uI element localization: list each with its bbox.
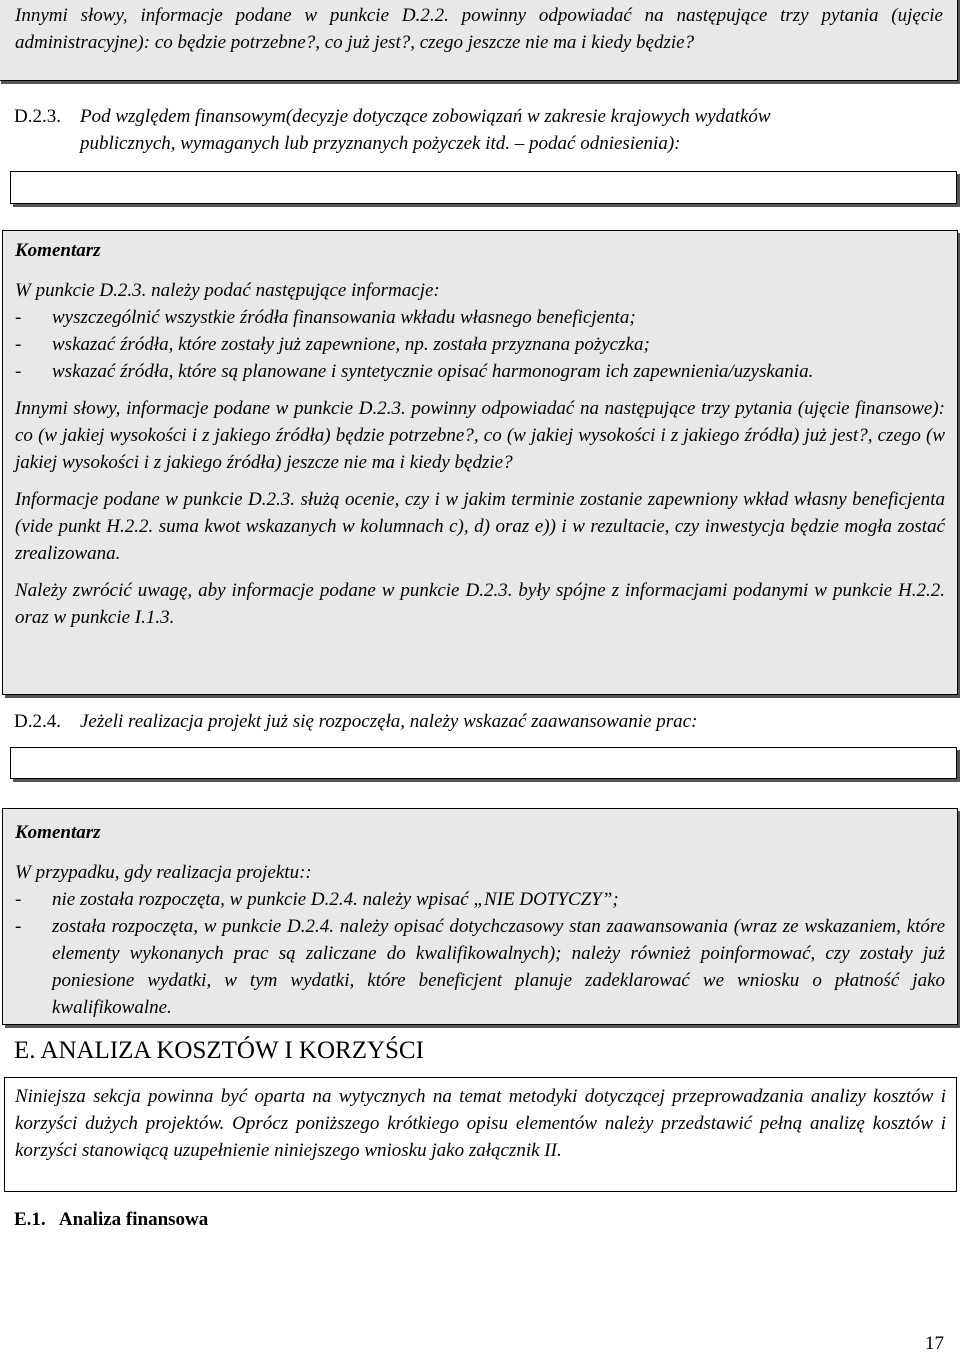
bullet-text: nie została rozpoczęta, w punkcie D.2.4. należy wpisać „NIE DOTYCZY”; (52, 889, 619, 910)
question-d24-number: D.2.4. (14, 711, 61, 732)
bullet-dash: - (15, 307, 22, 328)
comment-box-d23 (2, 230, 958, 695)
question-d24-text: Jeżeli realizacja projekt już się rozpoczęła, należy wskazać zaawansowanie prac: (80, 711, 698, 732)
comment-d24-intro: W przypadku, gdy realizacja projektu:: (15, 862, 312, 883)
question-d24 (14, 708, 954, 735)
question-d23-line1: Pod względem finansowym(decyzje dotyczące zobowiązań w zakresie krajowych wydatków (80, 106, 771, 127)
question-d23-number: D.2.3. (14, 106, 61, 127)
comment-d23-title: Komentarz (15, 240, 101, 261)
bullet-text: wskazać źródła, które zostały już zapewnione, np. została przyznana pożyczka; (52, 334, 650, 355)
list-item (15, 886, 945, 913)
bullet-dash: - (15, 916, 22, 937)
section-e-intro-text: Niniejsza sekcja powinna być oparta na wytycznych na temat metodyki dotyczącej przeprowadzania analizy kosztów i korzyści dużych projektów. Oprócz poniższego krótkiego opisu elementów należy przedstawić pełną analizę kosztów i korzyści stanowiącą uzupełnienie niniejszego wniosku jako załącznik II. (15, 1086, 946, 1161)
answer-field-d24[interactable] (10, 747, 957, 779)
comment-box-d24 (2, 808, 958, 1025)
question-d23 (14, 103, 954, 157)
section-e-heading: E. ANALIZA KOSZTÓW I KORZYŚCI (14, 1037, 424, 1064)
bullet-dash: - (15, 889, 22, 910)
question-d23-line2: publicznych, wymaganych lub przyznanych pożyczek itd. – podać odniesienia): (80, 133, 681, 154)
list-item (15, 331, 945, 358)
comment-d23-para3: Należy zwrócić uwagę, aby informacje podane w punkcie D.2.3. były spójne z informacjami podanymi w punkcie H.2.2. oraz w punkcie I.1.3. (15, 580, 945, 628)
list-item (15, 358, 945, 385)
list-item (15, 913, 945, 1021)
page-number: 17 (925, 1333, 944, 1354)
comment-d23-para2: Informacje podane w punkcie D.2.3. służą ocenie, czy i w jakim terminie zostanie zapewniony wkład własny beneficjenta (vide punkt H.2.2. suma kwot wskazanych w kolumnach c), d) oraz e)) i w rezultacie, czy inwestycja będzie mogła zostać zrealizowana. (15, 489, 945, 564)
comment-d24-title: Komentarz (15, 822, 101, 843)
comment-d23-intro: W punkcie D.2.3. należy podać następujące informacje: (15, 280, 440, 301)
bullet-dash: - (15, 361, 22, 382)
bullet-text: wyszczególnić wszystkie źródła finansowania wkładu własnego beneficjenta; (52, 307, 636, 328)
comment-d22-text: Innymi słowy, informacje podane w punkcie D.2.2. powinny odpowiadać na następujące trzy pytania (ujęcie administracyjne): co będzie potrzebne?, co już jest?, czego jeszcze nie ma i kiedy będzie? (15, 5, 943, 53)
section-e-intro-box (4, 1077, 957, 1192)
bullet-dash: - (15, 334, 22, 355)
bullet-text: została rozpoczęta, w punkcie D.2.4. należy opisać dotychczasowy stan zaawansowania (wraz ze wskazaniem, które elementy wykonanych prac są zaliczane do kwalifikowalnych); należy również poinformować, czy zostały już poniesione wydatki, w tym wydatki, które beneficjent planuje zadeklarować we wniosku o płatność jako kwalifikowalne. (52, 916, 945, 1018)
section-e1-heading: E.1. Analiza finansowa (14, 1209, 209, 1230)
answer-field-d23[interactable] (10, 171, 957, 204)
bullet-text: wskazać źródła, które są planowane i syntetycznie opisać harmonogram ich zapewnienia/uzyskania. (52, 361, 814, 382)
list-item (15, 304, 945, 331)
comment-box-d22 (0, 0, 958, 81)
comment-d23-para1: Innymi słowy, informacje podane w punkcie D.2.3. powinny odpowiadać na następujące trzy pytania (ujęcie finansowe): co (w jakiej wysokości i z jakiego źródła) będzie potrzebne?, co (w jakiej wysokości i z jakiego źródła) już jest?, czego (w jakiej wysokości i z jakiego źródła) jeszcze nie ma i kiedy będzie? (15, 398, 945, 473)
